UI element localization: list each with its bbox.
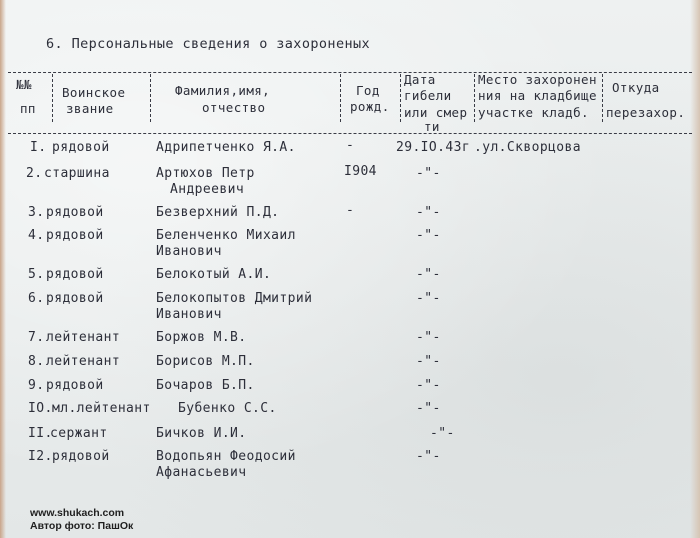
col-sep: [52, 74, 53, 122]
paper-edge-right: [690, 0, 700, 538]
row-date: -"-: [416, 354, 441, 369]
col-sep: [474, 74, 475, 122]
row-rank: лейтенант: [46, 354, 121, 369]
row-rank: мл.лейтенант: [52, 401, 151, 416]
row-date: -"-: [416, 291, 441, 306]
row-num: 2.: [26, 166, 43, 181]
row-rank: рядовой: [46, 228, 104, 243]
row-date: -"-: [416, 330, 441, 345]
col-sep: [150, 74, 151, 122]
row-num: 4.: [28, 228, 45, 243]
row-name: Боржов М.В.: [156, 330, 247, 345]
watermark-author: Автор фото: ПашОк: [30, 520, 134, 532]
header-bottom-rule: [8, 133, 692, 134]
row-name: Беленченко Михаил: [156, 228, 296, 243]
row-name: Бочаров Б.П.: [156, 378, 255, 393]
row-rank: рядовой: [46, 205, 104, 220]
row-num: 5.: [28, 267, 45, 282]
col-sep: [340, 74, 341, 122]
row-date: -"-: [416, 166, 441, 181]
row-rank: рядовой: [52, 140, 110, 155]
document-title: 6. Персональные сведения о захороненых: [46, 36, 371, 52]
row-num: II.: [28, 426, 53, 441]
row-year: -: [346, 203, 355, 218]
row-name: Белокопытов Дмитрий: [156, 291, 313, 306]
row-place: .ул.Скворцова: [474, 140, 581, 155]
row-num: 6.: [28, 291, 45, 306]
row-date: -"-: [416, 267, 441, 282]
row-name: Белокотый А.И.: [156, 267, 272, 282]
row-name-cont: Иванович: [156, 307, 222, 322]
col-sep: [400, 74, 401, 122]
row-num: 9.: [28, 378, 45, 393]
paper-edge-left: [0, 0, 6, 538]
col-sep: [602, 74, 603, 122]
row-num: IO.: [28, 401, 53, 416]
row-num: I2.: [28, 449, 53, 464]
row-rank: лейтенант: [46, 330, 121, 345]
row-num: I.: [30, 140, 47, 155]
row-name-cont: Иванович: [156, 244, 222, 259]
row-date: -"-: [416, 449, 441, 464]
row-num: 8.: [28, 354, 45, 369]
watermark-site: www.shukach.com: [30, 507, 125, 519]
row-name: Водопьян Феодосий: [156, 449, 296, 464]
row-year: I904: [344, 164, 377, 179]
row-num: 7.: [28, 330, 45, 345]
row-name: Адрипетченко Я.А.: [156, 140, 296, 155]
row-date: 29.IO.43г: [396, 140, 471, 155]
row-name-cont: Афанасьевич: [156, 465, 247, 480]
row-date: -"-: [416, 401, 441, 416]
row-rank: старшина: [44, 166, 110, 181]
row-date: -"-: [430, 426, 455, 441]
row-year: -: [346, 138, 355, 153]
row-name: Бичков И.И.: [156, 426, 247, 441]
row-name: Безверхний П.Д.: [156, 205, 280, 220]
row-name: Артюхов Петр: [156, 166, 255, 181]
row-num: 3.: [28, 205, 45, 220]
row-date: -"-: [416, 228, 441, 243]
row-rank: рядовой: [52, 449, 110, 464]
row-rank: рядовой: [46, 378, 104, 393]
row-rank: рядовой: [46, 291, 104, 306]
row-rank: рядовой: [46, 267, 104, 282]
row-date: -"-: [416, 378, 441, 393]
row-name: Борисов М.П.: [156, 354, 255, 369]
row-date: -"-: [416, 205, 441, 220]
row-name: Бубенко С.С.: [178, 401, 277, 416]
document-page: 6. Персональные сведения о захороненых №№ пп Воинское звание Фамилия,имя, отчество Год рожд. Дата гибели или смер ти Место захоронен ния на кладбище участке кладб. Откуда перезахор. I. рядовой Адрипетченко Я.А. - 29.IO.43г .ул.Скворцова 2. старшина Артюхов Петр Андреевич I904 -"- 3. рядовой Безверхний П.Д. - -"- 4. рядовой Беленченко Михаил Иванович -"- 5. рядовой Белокотый А.И. -"- 6. рядовой Белокопытов Дмитрий Иванович -"- 7. лейтенант Боржов М.В. -"- 8. лейтенант Борисов М.П. -"- 9. рядовой Бочаров Б.П. -"- IO. мл.лейтенант Бубенко С.С. -"- II. сержант Бичков И.И. -"- I2. рядовой Водопьян Феодосий Афанасьевич -"- www.shukach.com Автор фото: ПашОк: [0, 0, 700, 538]
row-rank: сержант: [50, 426, 108, 441]
row-name-cont: Андреевич: [170, 182, 245, 197]
